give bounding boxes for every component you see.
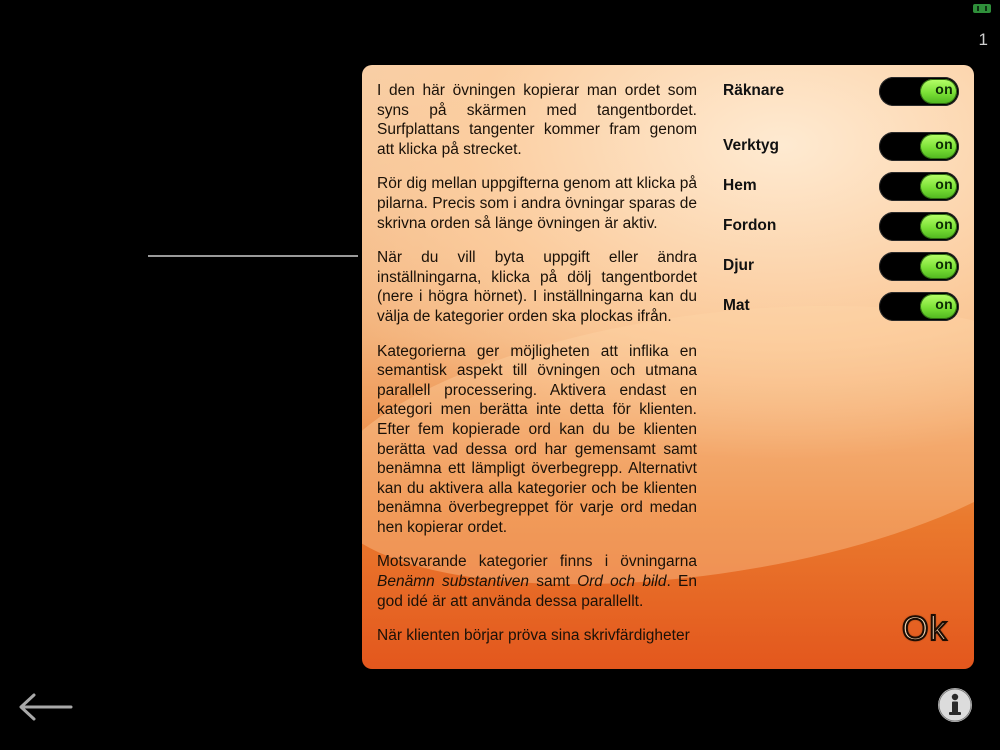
toggle-raknare[interactable] (879, 77, 959, 106)
battery-charging-icon (973, 4, 991, 13)
instructions-text (377, 81, 697, 669)
toggle-mat[interactable] (879, 292, 959, 321)
toggle-verktyg[interactable] (879, 132, 959, 161)
category-label-fordon: Fordon (723, 217, 777, 234)
instruction-paragraph-5 (377, 552, 697, 611)
para5-italic-2: Ord och bild (577, 573, 667, 591)
instruction-paragraph-3: När du vill byta uppgift eller ändra inställningarna, klicka på dölj tangentbordet (nere i högra hörnet). I inställningarna kan du välja de kategorier orden ska plockas ifrån. (377, 249, 697, 325)
toggle-fordon[interactable] (879, 212, 959, 241)
instruction-paragraph-2: Rör dig mellan uppgifterna genom att klicka på pilarna. Precis som i andra övningar sparas de skrivna orden så länge övningen är aktiv. (377, 175, 697, 232)
toggle-state-label: on (935, 176, 953, 192)
category-label-djur: Djur (723, 257, 754, 274)
category-label-verktyg: Verktyg (723, 137, 780, 154)
toggle-djur[interactable] (879, 252, 959, 281)
page-counter: 1 (978, 30, 988, 49)
toggle-state-label: on (935, 81, 953, 97)
para5-italic-1: Benämn substantiven (377, 573, 529, 591)
toggle-state-label: on (935, 136, 953, 152)
instruction-paragraph-4: Kategorierna ger möjligheten att inflika en semantisk aspekt till övningen och utmana parallell processering. Aktivera endast en kategori men berätta inte detta för klienten. Efter fem kopierade ord kan du be klienten berätta vad dessa ord har gemensamt samt benämna ett lämpligt överbegrepp. Alternativt kan du aktivera alla kategorier och be klienten benämna överbegreppet för varje ord medan hen kopierar ordet. (377, 342, 697, 536)
para5-mid: samt (529, 573, 578, 591)
arrow-left-icon[interactable] (16, 690, 74, 724)
toggle-state-label: on (935, 296, 953, 312)
instruction-paragraph-1: I den här övningen kopierar man ordet som syns på skärmen med tangentbordet. Surfplattans tangenter kommer fram genom att klicka på strecket. (377, 82, 697, 158)
toggle-hem[interactable] (879, 172, 959, 201)
category-label-raknare: Räknare (723, 82, 785, 99)
ok-button[interactable]: Ok (902, 610, 948, 648)
word-input-line[interactable] (148, 255, 358, 257)
instruction-paragraph-6: När klienten börjar pröva sina skrivfärdigheter (377, 627, 690, 645)
category-label-mat: Mat (723, 297, 750, 314)
info-icon-glyph (938, 688, 972, 722)
info-icon[interactable] (938, 688, 972, 722)
para5-pre: Motsvarande kategorier finns i övningarna (377, 553, 697, 571)
para5-post: . En god idé är att använda dessa parallellt. (377, 573, 697, 610)
settings-panel (362, 65, 974, 669)
toggle-state-label: on (935, 216, 953, 232)
category-label-hem: Hem (723, 177, 757, 194)
toggle-state-label: on (935, 256, 953, 272)
